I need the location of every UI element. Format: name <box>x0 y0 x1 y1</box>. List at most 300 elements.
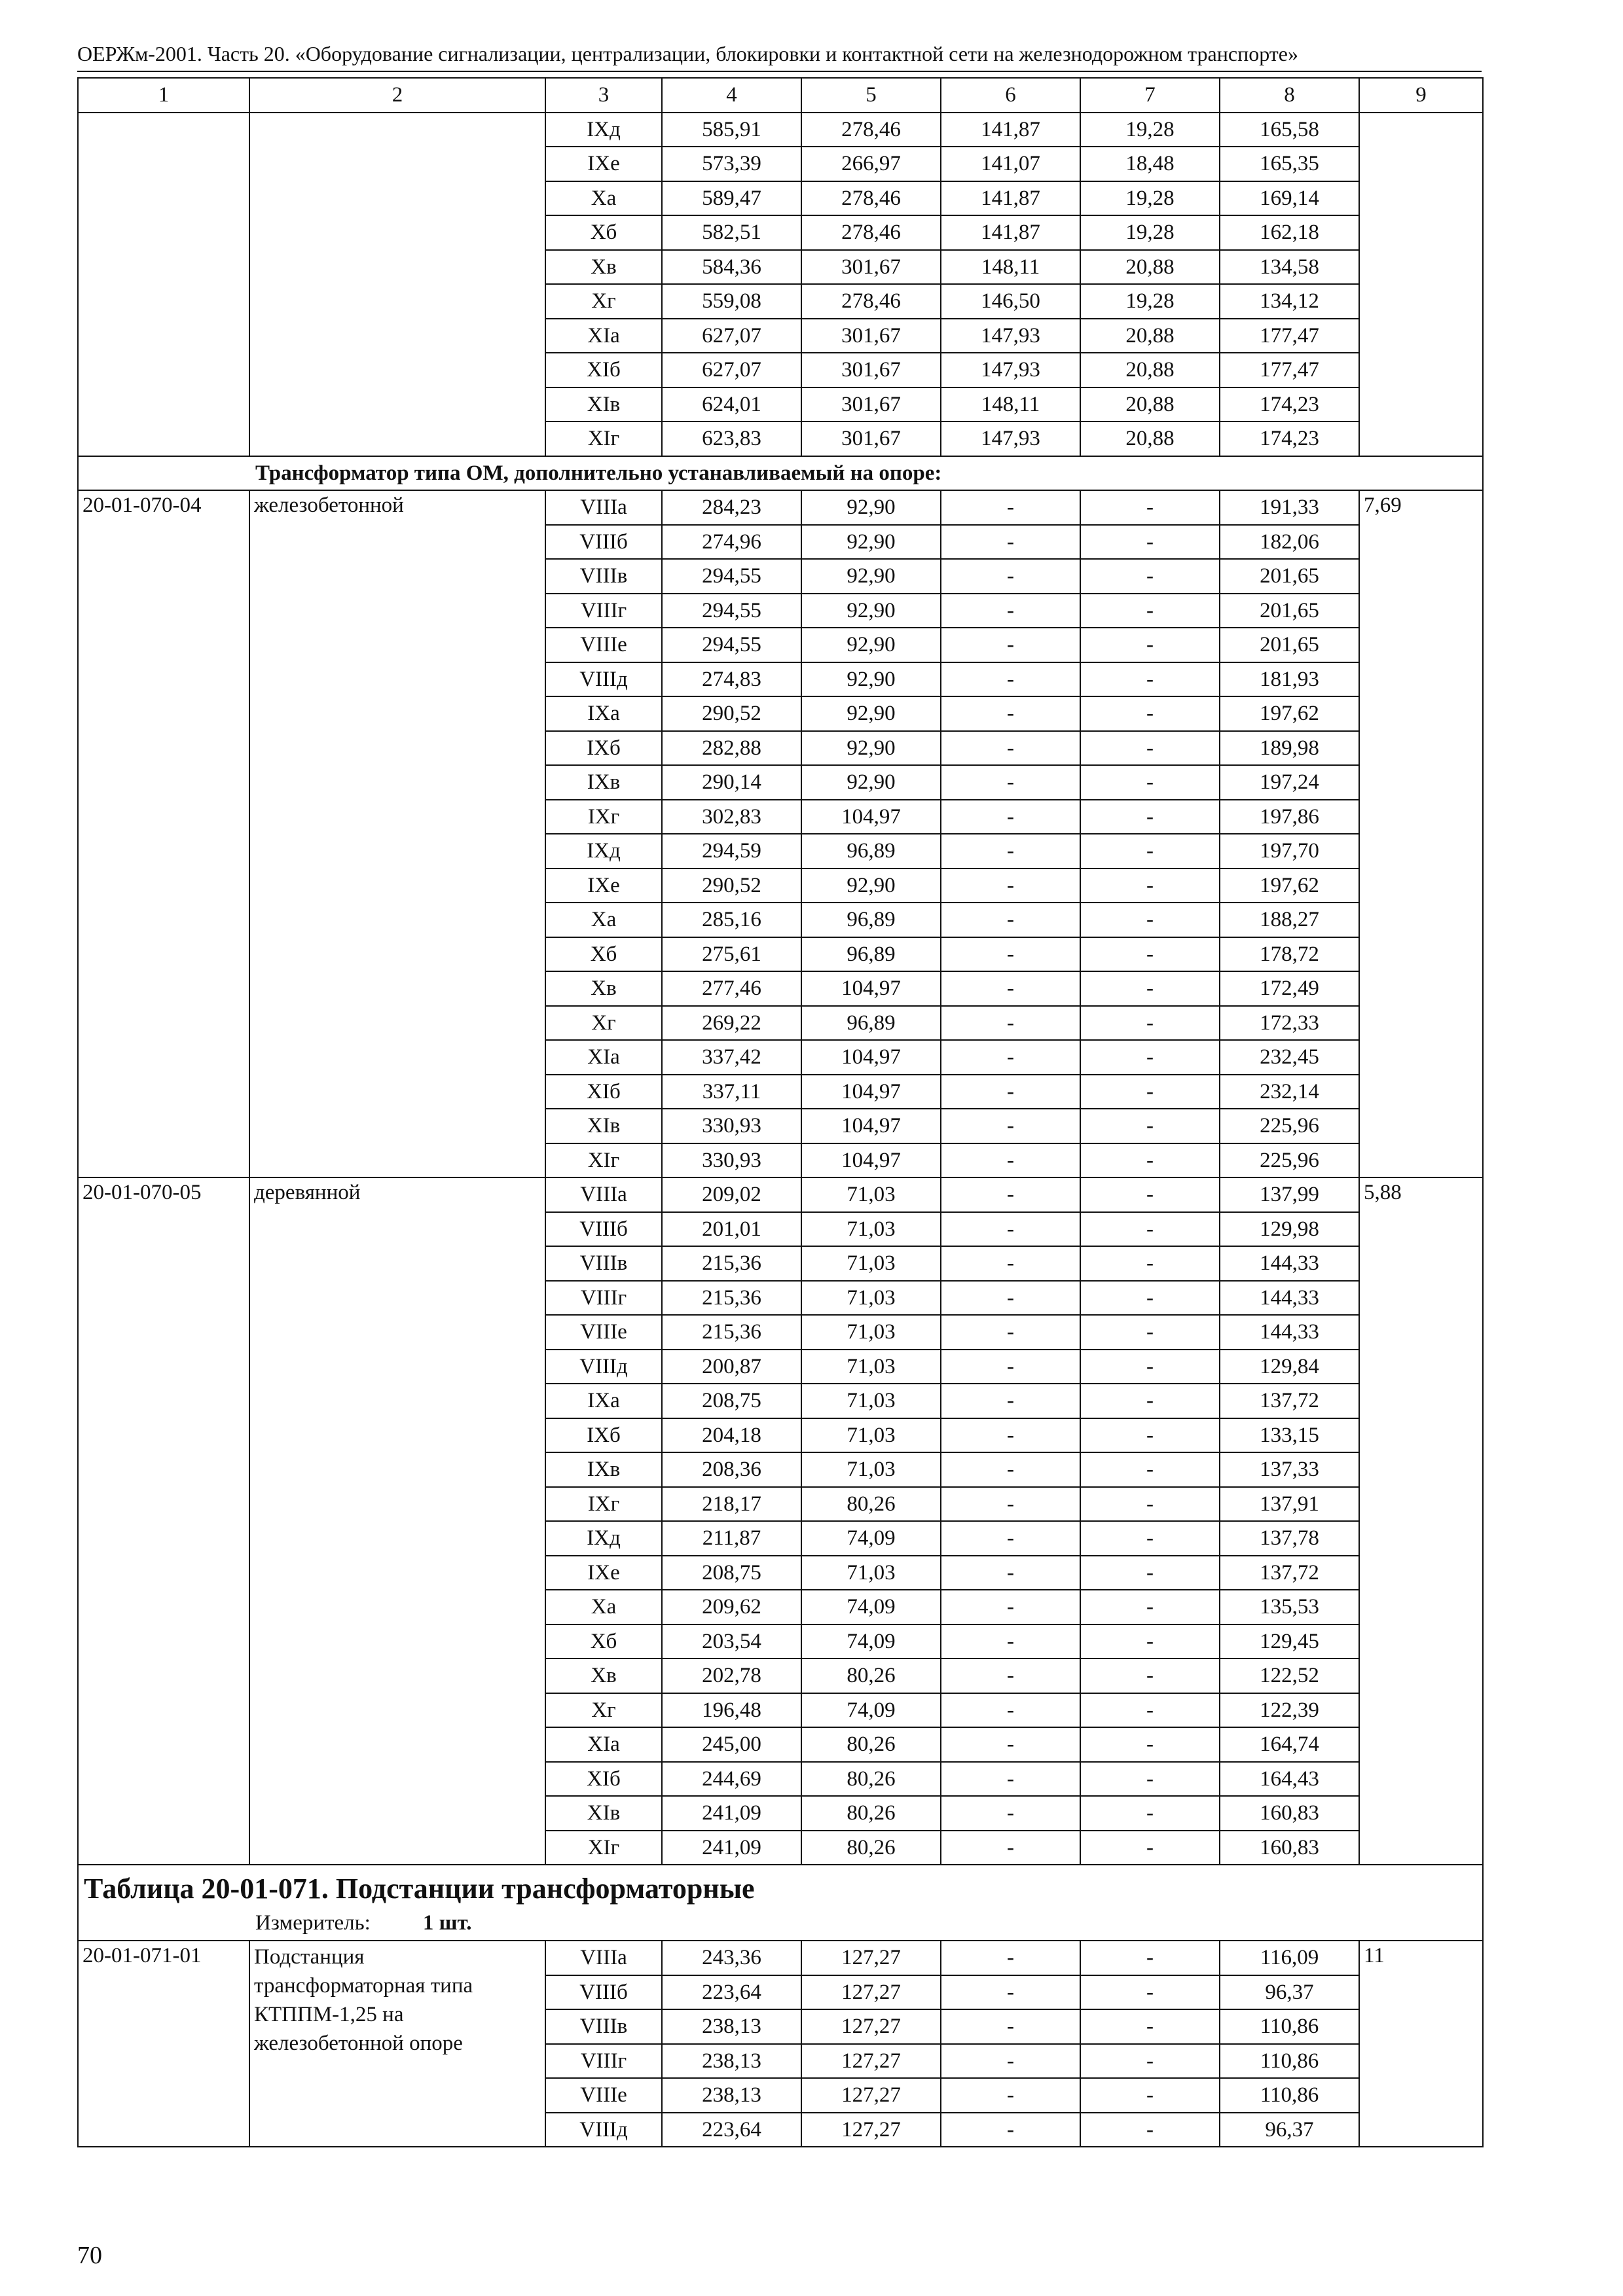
value-cell: - <box>941 1831 1080 1865</box>
value-cell: 177,47 <box>1220 319 1359 353</box>
value-cell: 204,18 <box>662 1418 801 1453</box>
value-cell: 147,93 <box>941 422 1080 456</box>
value-cell: - <box>1080 834 1220 869</box>
value-cell: - <box>941 662 1080 697</box>
value-cell: 164,43 <box>1220 1762 1359 1797</box>
value-cell: - <box>1080 696 1220 731</box>
value-cell: - <box>1080 525 1220 560</box>
value-cell: - <box>941 731 1080 766</box>
value-cell: - <box>941 1418 1080 1453</box>
value-cell: XIв <box>545 1796 662 1831</box>
value-cell: VIIIд <box>545 662 662 697</box>
value-cell: XIб <box>545 353 662 387</box>
value-cell: 122,52 <box>1220 1659 1359 1693</box>
item-col9: 5,88 <box>1359 1177 1483 1865</box>
value-cell: 146,50 <box>941 284 1080 319</box>
value-cell: 244,69 <box>662 1762 801 1797</box>
table-body <box>78 78 1483 2147</box>
value-cell: 201,01 <box>662 1212 801 1247</box>
value-cell: 71,03 <box>801 1418 941 1453</box>
value-cell: - <box>941 1452 1080 1487</box>
value-cell: 20,88 <box>1080 387 1220 422</box>
section-heading: Трансформатор типа ОМ, дополнительно устанавливаемый на опоре: <box>78 456 1483 491</box>
value-cell: 92,90 <box>801 662 941 697</box>
value-cell: 285,16 <box>662 903 801 937</box>
value-cell: IXб <box>545 731 662 766</box>
value-cell: 164,74 <box>1220 1727 1359 1762</box>
value-cell: 197,86 <box>1220 800 1359 834</box>
value-cell: - <box>1080 765 1220 800</box>
value-cell: 241,09 <box>662 1796 801 1831</box>
value-cell: 80,26 <box>801 1487 941 1522</box>
value-cell: 197,62 <box>1220 869 1359 903</box>
value-cell: 200,87 <box>662 1350 801 1384</box>
value-cell: - <box>1080 903 1220 937</box>
value-cell: 104,97 <box>801 1075 941 1109</box>
value-cell: - <box>1080 1941 1220 1975</box>
value-cell: - <box>941 1796 1080 1831</box>
value-cell: VIIIе <box>545 628 662 662</box>
value-cell: - <box>941 490 1080 525</box>
value-cell: 330,93 <box>662 1143 801 1178</box>
rates-table <box>77 77 1484 2147</box>
value-cell: 302,83 <box>662 800 801 834</box>
value-cell: 20,88 <box>1080 422 1220 456</box>
value-cell: - <box>1080 1212 1220 1247</box>
value-cell: 165,35 <box>1220 147 1359 181</box>
value-cell: IXе <box>545 1556 662 1590</box>
value-cell: 215,36 <box>662 1315 801 1350</box>
value-cell: - <box>941 1350 1080 1384</box>
value-cell: XIв <box>545 1109 662 1143</box>
value-cell: VIIIг <box>545 594 662 628</box>
item-name: железобетонной <box>249 490 545 1177</box>
value-cell: 162,18 <box>1220 215 1359 250</box>
value-cell: VIIIа <box>545 1177 662 1212</box>
value-cell: 330,93 <box>662 1109 801 1143</box>
value-cell: - <box>941 2113 1080 2147</box>
value-cell: XIа <box>545 319 662 353</box>
value-cell: 129,45 <box>1220 1624 1359 1659</box>
value-cell: - <box>1080 490 1220 525</box>
column-number: 1 <box>78 78 249 113</box>
value-cell: 191,33 <box>1220 490 1359 525</box>
value-cell: 141,07 <box>941 147 1080 181</box>
column-number: 4 <box>662 78 801 113</box>
value-cell: - <box>941 1246 1080 1281</box>
value-cell: 71,03 <box>801 1350 941 1384</box>
value-cell: - <box>1080 937 1220 972</box>
value-cell: 104,97 <box>801 1040 941 1075</box>
value-cell: - <box>1080 971 1220 1006</box>
value-cell: - <box>1080 1727 1220 1762</box>
value-cell: 19,28 <box>1080 215 1220 250</box>
value-cell: 71,03 <box>801 1384 941 1418</box>
value-cell: 290,52 <box>662 696 801 731</box>
value-cell: 238,13 <box>662 2078 801 2113</box>
value-cell: 197,24 <box>1220 765 1359 800</box>
value-cell: - <box>1080 1452 1220 1487</box>
value-cell: 137,91 <box>1220 1487 1359 1522</box>
value-cell: 277,46 <box>662 971 801 1006</box>
value-cell: 71,03 <box>801 1177 941 1212</box>
value-cell: 137,33 <box>1220 1452 1359 1487</box>
value-cell: 559,08 <box>662 284 801 319</box>
value-cell: 627,07 <box>662 353 801 387</box>
value-cell: - <box>941 2078 1080 2113</box>
item-code: 20-01-070-04 <box>78 490 249 1177</box>
value-cell: 208,75 <box>662 1384 801 1418</box>
value-cell: 92,90 <box>801 490 941 525</box>
value-cell: Xб <box>545 1624 662 1659</box>
value-cell: 122,39 <box>1220 1693 1359 1728</box>
value-cell: Xг <box>545 1693 662 1728</box>
value-cell: 104,97 <box>801 800 941 834</box>
value-cell: - <box>1080 2078 1220 2113</box>
value-cell: 245,00 <box>662 1727 801 1762</box>
value-cell: 290,14 <box>662 765 801 800</box>
value-cell: - <box>1080 1143 1220 1178</box>
value-cell: 71,03 <box>801 1315 941 1350</box>
value-cell: - <box>941 1006 1080 1041</box>
value-cell: 278,46 <box>801 113 941 147</box>
value-cell: Xа <box>545 1590 662 1624</box>
value-cell: 174,23 <box>1220 387 1359 422</box>
value-cell: 92,90 <box>801 765 941 800</box>
value-cell: 18,48 <box>1080 147 1220 181</box>
value-cell: 177,47 <box>1220 353 1359 387</box>
value-cell: - <box>1080 1418 1220 1453</box>
value-cell: 223,64 <box>662 1975 801 2010</box>
value-cell: 585,91 <box>662 113 801 147</box>
value-cell: IXе <box>545 869 662 903</box>
measure-line <box>84 1910 1477 1936</box>
value-cell: 294,55 <box>662 594 801 628</box>
value-cell: 110,86 <box>1220 2044 1359 2079</box>
value-cell: 74,09 <box>801 1624 941 1659</box>
value-cell: - <box>1080 594 1220 628</box>
value-cell: 202,78 <box>662 1659 801 1693</box>
value-cell: IXв <box>545 765 662 800</box>
column-number: 2 <box>249 78 545 113</box>
value-cell: 92,90 <box>801 731 941 766</box>
value-cell: - <box>941 1659 1080 1693</box>
value-cell: 104,97 <box>801 971 941 1006</box>
value-cell: 174,23 <box>1220 422 1359 456</box>
value-cell: 127,27 <box>801 2009 941 2044</box>
value-cell: - <box>1080 1487 1220 1522</box>
value-cell: 172,33 <box>1220 1006 1359 1041</box>
item-col9: 11 <box>1359 1941 1483 2147</box>
value-cell: 96,89 <box>801 903 941 937</box>
value-cell: 284,23 <box>662 490 801 525</box>
value-cell: IXд <box>545 1521 662 1556</box>
value-cell: - <box>941 696 1080 731</box>
value-cell: 20,88 <box>1080 353 1220 387</box>
value-cell: 74,09 <box>801 1693 941 1728</box>
value-cell: Xа <box>545 181 662 216</box>
item-name: деревянной <box>249 1177 545 1865</box>
value-cell: 573,39 <box>662 147 801 181</box>
value-cell: 232,45 <box>1220 1040 1359 1075</box>
value-cell: 238,13 <box>662 2009 801 2044</box>
value-cell: XIв <box>545 387 662 422</box>
value-cell: 110,86 <box>1220 2078 1359 2113</box>
value-cell: 589,47 <box>662 181 801 216</box>
value-cell: - <box>941 1590 1080 1624</box>
column-number: 5 <box>801 78 941 113</box>
value-cell: 20,88 <box>1080 319 1220 353</box>
value-cell: 141,87 <box>941 113 1080 147</box>
value-cell: 19,28 <box>1080 181 1220 216</box>
value-cell: - <box>941 594 1080 628</box>
column-numbers-row <box>78 78 1483 113</box>
value-cell: 243,36 <box>662 1941 801 1975</box>
value-cell: 188,27 <box>1220 903 1359 937</box>
value-cell: 160,83 <box>1220 1831 1359 1865</box>
value-cell: 74,09 <box>801 1521 941 1556</box>
value-cell: - <box>941 1762 1080 1797</box>
value-cell: VIIIд <box>545 2113 662 2147</box>
value-cell: 232,14 <box>1220 1075 1359 1109</box>
value-cell: 71,03 <box>801 1281 941 1316</box>
value-cell: VIIIе <box>545 2078 662 2113</box>
value-cell: IXд <box>545 113 662 147</box>
section-heading-row <box>78 456 1483 491</box>
value-cell: 196,48 <box>662 1693 801 1728</box>
value-cell: 201,65 <box>1220 628 1359 662</box>
value-cell: VIIIв <box>545 1246 662 1281</box>
page-number: 70 <box>77 2242 102 2269</box>
value-cell: XIа <box>545 1727 662 1762</box>
value-cell: XIб <box>545 1075 662 1109</box>
table-title-cell <box>78 1865 1483 1941</box>
value-cell: 104,97 <box>801 1109 941 1143</box>
value-cell: 181,93 <box>1220 662 1359 697</box>
value-cell: IXа <box>545 696 662 731</box>
value-cell: 96,37 <box>1220 1975 1359 2010</box>
value-cell: - <box>1080 1177 1220 1212</box>
value-cell: 225,96 <box>1220 1109 1359 1143</box>
value-cell: 208,75 <box>662 1556 801 1590</box>
value-cell: - <box>941 903 1080 937</box>
code-cell <box>78 113 249 456</box>
value-cell: 301,67 <box>801 319 941 353</box>
table-row <box>78 1177 1483 1212</box>
value-cell: - <box>941 2044 1080 2079</box>
value-cell: 337,11 <box>662 1075 801 1109</box>
value-cell: - <box>941 1315 1080 1350</box>
name-cell <box>249 113 545 456</box>
value-cell: - <box>1080 2113 1220 2147</box>
value-cell: XIа <box>545 1040 662 1075</box>
value-cell: VIIIг <box>545 2044 662 2079</box>
value-cell: 147,93 <box>941 353 1080 387</box>
value-cell: VIIIб <box>545 1975 662 2010</box>
value-cell: VIIIб <box>545 1212 662 1247</box>
value-cell: Xб <box>545 215 662 250</box>
column-number: 6 <box>941 78 1080 113</box>
value-cell: 301,67 <box>801 422 941 456</box>
value-cell: 274,96 <box>662 525 801 560</box>
value-cell: 241,09 <box>662 1831 801 1865</box>
value-cell: 290,52 <box>662 869 801 903</box>
value-cell: 182,06 <box>1220 525 1359 560</box>
value-cell: - <box>1080 1006 1220 1041</box>
value-cell: IXе <box>545 147 662 181</box>
value-cell: - <box>941 1624 1080 1659</box>
value-cell: - <box>1080 1659 1220 1693</box>
value-cell: 92,90 <box>801 559 941 594</box>
value-cell: 110,86 <box>1220 2009 1359 2044</box>
value-cell: - <box>941 559 1080 594</box>
value-cell: 92,90 <box>801 869 941 903</box>
value-cell: 96,89 <box>801 834 941 869</box>
value-cell: - <box>941 1109 1080 1143</box>
value-cell: 294,55 <box>662 559 801 594</box>
value-cell: VIIIб <box>545 525 662 560</box>
value-cell: 294,59 <box>662 834 801 869</box>
page-header: ОЕРЖм-2001. Часть 20. «Оборудование сигнализации, централизации, блокировки и контактной сети на железнодорожном транспорте» <box>77 41 1482 72</box>
item-name: Подстанция трансформаторная типа КТППМ-1,25 на железобетонной опоре <box>249 1941 545 2147</box>
value-cell: 92,90 <box>801 628 941 662</box>
value-cell: 147,93 <box>941 319 1080 353</box>
value-cell: - <box>1080 1350 1220 1384</box>
value-cell: VIIIв <box>545 2009 662 2044</box>
value-cell: - <box>1080 1521 1220 1556</box>
value-cell: - <box>941 800 1080 834</box>
value-cell: - <box>941 1143 1080 1178</box>
value-cell: 201,65 <box>1220 559 1359 594</box>
value-cell: 160,83 <box>1220 1796 1359 1831</box>
value-cell: 266,97 <box>801 147 941 181</box>
value-cell: 274,83 <box>662 662 801 697</box>
measure-value: 1 шт. <box>422 1911 472 1935</box>
value-cell: 215,36 <box>662 1246 801 1281</box>
value-cell: VIIIа <box>545 490 662 525</box>
measure-label: Измеритель: <box>255 1911 371 1935</box>
value-cell: - <box>1080 1762 1220 1797</box>
value-cell: - <box>941 1941 1080 1975</box>
value-cell: 278,46 <box>801 215 941 250</box>
value-cell: Xв <box>545 250 662 285</box>
value-cell: 189,98 <box>1220 731 1359 766</box>
value-cell: Xа <box>545 903 662 937</box>
value-cell: 96,89 <box>801 1006 941 1041</box>
value-cell: 209,02 <box>662 1177 801 1212</box>
value-cell: - <box>1080 1109 1220 1143</box>
value-cell: - <box>941 1075 1080 1109</box>
value-cell: 225,96 <box>1220 1143 1359 1178</box>
value-cell: - <box>1080 559 1220 594</box>
value-cell: - <box>1080 1796 1220 1831</box>
value-cell: 169,14 <box>1220 181 1359 216</box>
value-cell: 584,36 <box>662 250 801 285</box>
value-cell: 104,97 <box>801 1143 941 1178</box>
value-cell: - <box>1080 1315 1220 1350</box>
value-cell: - <box>1080 1975 1220 2010</box>
value-cell: 144,33 <box>1220 1281 1359 1316</box>
value-cell: 269,22 <box>662 1006 801 1041</box>
value-cell: 80,26 <box>801 1796 941 1831</box>
value-cell: 92,90 <box>801 696 941 731</box>
value-cell: 144,33 <box>1220 1246 1359 1281</box>
value-cell: 137,72 <box>1220 1556 1359 1590</box>
value-cell: IXг <box>545 800 662 834</box>
value-cell: - <box>1080 1075 1220 1109</box>
value-cell: 282,88 <box>662 731 801 766</box>
value-cell: 201,65 <box>1220 594 1359 628</box>
value-cell: VIIIг <box>545 1281 662 1316</box>
value-cell: 178,72 <box>1220 937 1359 972</box>
table-row <box>78 1941 1483 1975</box>
value-cell: - <box>941 1556 1080 1590</box>
value-cell: 127,27 <box>801 2113 941 2147</box>
value-cell: 165,58 <box>1220 113 1359 147</box>
value-cell: - <box>1080 2009 1220 2044</box>
value-cell: IXг <box>545 1487 662 1522</box>
value-cell: 294,55 <box>662 628 801 662</box>
value-cell: 135,53 <box>1220 1590 1359 1624</box>
value-cell: 301,67 <box>801 353 941 387</box>
value-cell: 116,09 <box>1220 1941 1359 1975</box>
value-cell: 127,27 <box>801 1975 941 2010</box>
value-cell: - <box>941 1281 1080 1316</box>
value-cell: - <box>941 1212 1080 1247</box>
value-cell: - <box>941 1521 1080 1556</box>
value-cell: - <box>941 869 1080 903</box>
value-cell: - <box>1080 2044 1220 2079</box>
value-cell: - <box>941 1487 1080 1522</box>
table-row <box>78 490 1483 525</box>
value-cell: 96,37 <box>1220 2113 1359 2147</box>
value-cell: - <box>941 1177 1080 1212</box>
value-cell: XIг <box>545 1831 662 1865</box>
value-cell: 137,78 <box>1220 1521 1359 1556</box>
value-cell: - <box>1080 1693 1220 1728</box>
value-cell: - <box>941 628 1080 662</box>
value-cell: IXб <box>545 1418 662 1453</box>
value-cell: 301,67 <box>801 250 941 285</box>
value-cell: 218,17 <box>662 1487 801 1522</box>
value-cell: - <box>1080 800 1220 834</box>
value-cell: - <box>941 1693 1080 1728</box>
value-cell: VIIIа <box>545 1941 662 1975</box>
value-cell: Xв <box>545 1659 662 1693</box>
col9-cell <box>1359 113 1483 456</box>
value-cell: 71,03 <box>801 1452 941 1487</box>
value-cell: 127,27 <box>801 1941 941 1975</box>
value-cell: XIг <box>545 1143 662 1178</box>
value-cell: VIIIв <box>545 559 662 594</box>
value-cell: - <box>941 1975 1080 2010</box>
item-code: 20-01-070-05 <box>78 1177 249 1865</box>
value-cell: 71,03 <box>801 1556 941 1590</box>
value-cell: 215,36 <box>662 1281 801 1316</box>
value-cell: 19,28 <box>1080 284 1220 319</box>
value-cell: 92,90 <box>801 525 941 560</box>
value-cell: - <box>1080 628 1220 662</box>
value-cell: - <box>941 1040 1080 1075</box>
value-cell: 134,12 <box>1220 284 1359 319</box>
value-cell: VIIIе <box>545 1315 662 1350</box>
value-cell: 20,88 <box>1080 250 1220 285</box>
value-cell: 74,09 <box>801 1590 941 1624</box>
value-cell: - <box>1080 1624 1220 1659</box>
value-cell: 80,26 <box>801 1659 941 1693</box>
table-row <box>78 113 1483 147</box>
value-cell: XIг <box>545 422 662 456</box>
